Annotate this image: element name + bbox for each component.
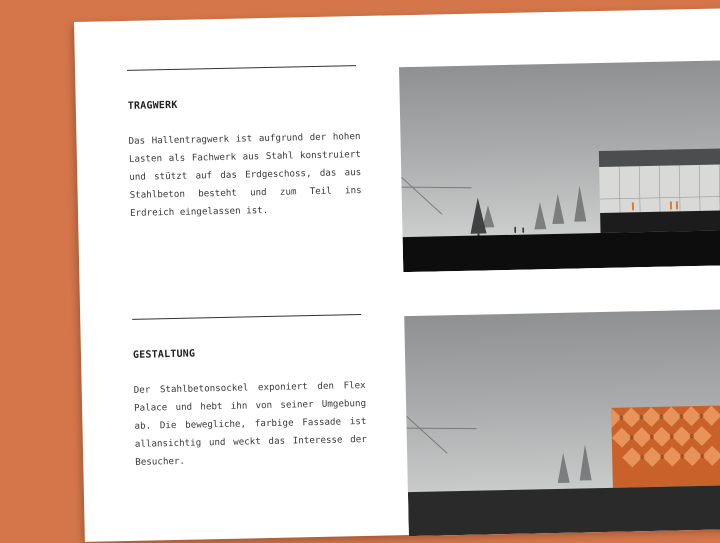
section-paragraph-tragwerk: Das Hallentragwerk ist aufgrund der hohen Lasten als Fachwerk aus Stahl konstruiert und stützt auf das Erdgeschoss, das aus Stahlbeton besteht und zum Teil ins Erdreich eingelassen ist. [128, 131, 362, 219]
section-paragraph-gestaltung: Der Stahlbetonsockel exponiert den Flex Palace und hebt ihn von seiner Umgebung ab. Die bewegliche, farbige Fassade ist allansichtig und weckt das Interesse der Besucher. [133, 379, 367, 468]
presentation-sheet [74, 7, 720, 542]
section-heading-gestaltung: GESTALTUNG [132, 348, 196, 361]
section-divider [132, 314, 361, 320]
section-divider [127, 65, 356, 71]
section-rendering-facade [404, 308, 720, 536]
section-rendering-structure [399, 59, 720, 272]
section-heading-tragwerk: TRAGWERK [127, 99, 178, 112]
